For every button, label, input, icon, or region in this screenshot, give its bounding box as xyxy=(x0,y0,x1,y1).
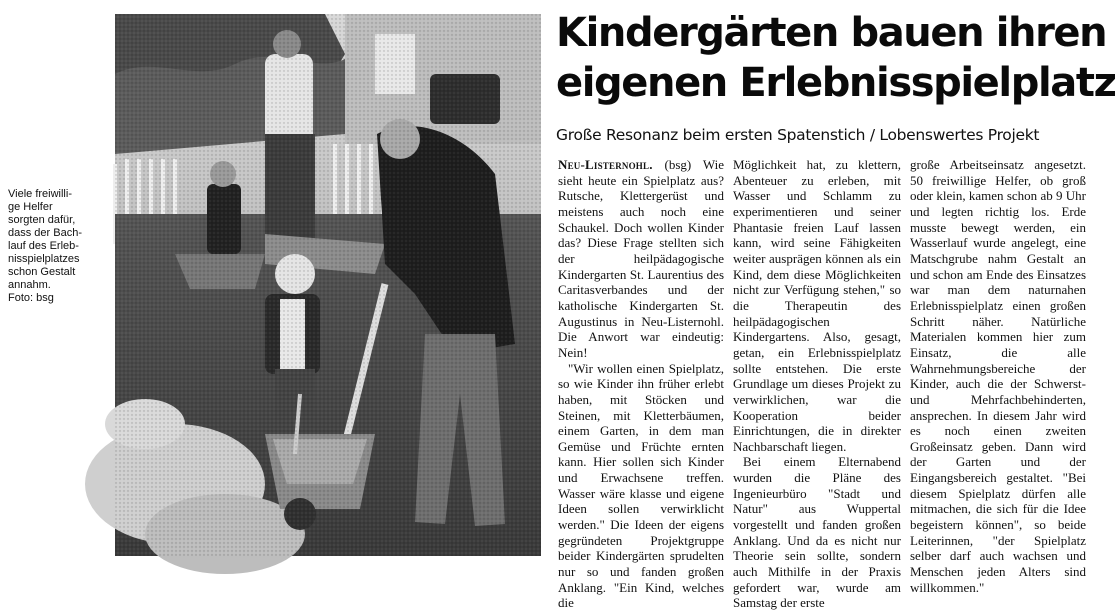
article-headline xyxy=(556,8,1115,108)
article-photo xyxy=(115,14,541,556)
article-subheadline: Große Resonanz beim ersten Spatenstich / Lobenswertes Projekt xyxy=(556,126,1040,144)
paragraph: Bei einem Elternabend wurden die Pläne des Ingenieurbüro "Stadt und Natur" aus Wuppertal vorgestellt und fanden großen Anklang. Und da es nicht nur Theorie sein sollte, sondern auch Mithilfe in der Praxis gefordert war, wurde am Samstag der erste xyxy=(733,454,901,611)
paragraph: große Arbeitseinsatz angesetzt. 50 freiwillige Helfer, ob groß oder klein, kamen schon ab 9 Uhr und legten richtig los. Erde musste bewegt werden, ein Wasserlauf wurde angelegt, eine Matschgrube nahm Gestalt an und schon am Ende des Einsatzes war man dem naturnahen Erlebnisspielplatz einen großen Schritt näher. Natürliche Materialen kommen hier zum Einsatz, die alle Wahrnehmungsbereiche der Kinder, auch die der Schwerst- und Mehrfachbehinderten, ansprechen. In diesem Jahr wird es noch einen zweiten Großeinsatz geben. Dann wird der Garten und der Eingangsbereich gestaltet. "Bei diesem Spielplatz dürfen alle mitmachen, die sich für die Idee begeistern können", so beide Leiterinnen, "der Spielplatz selber darf auch wachsen und Menschen jeden Alters sind willkommen." xyxy=(910,157,1086,595)
photo-caption xyxy=(8,188,110,305)
article-column-3 xyxy=(910,157,1086,595)
caption-line: Viele freiwilli- xyxy=(8,188,72,200)
dateline: Neu-Listernohl. xyxy=(558,157,653,172)
article-column-1 xyxy=(558,157,724,611)
caption-line: ge Helfer xyxy=(8,201,53,213)
caption-line: lauf des Erleb- xyxy=(8,240,79,252)
caption-line: annahm. xyxy=(8,279,51,291)
caption-line: sorgten dafür, xyxy=(8,214,76,226)
caption-line: schon Gestalt xyxy=(8,266,76,278)
caption-line: dass der Bach- xyxy=(8,227,82,239)
caption-line: nisspielplatzes xyxy=(8,253,80,265)
paragraph xyxy=(558,157,724,361)
paragraph: "Wir wollen einen Spielplatz, so wie Kinder ihn früher erlebt haben, mit Stöcken und Steinen, mit Kletterbäumen, einem Garten, in dem man Gemüse und Früchte ernten kann. Hier sollen sich Kinder und Erwachsene treffen. Wasser wäre klasse und eigene Ideen sollen verwirklicht werden." Die Ideen der eigens gegründeten Projektgruppe beider Kindergärten sprudelten nur so und fanden großen Anklang. "Ein Kind, welches die xyxy=(558,360,724,611)
headline-line: eigenen Erlebnisspielplatz xyxy=(556,60,1115,106)
paragraph-text: (bsg) Wie sieht heute ein Spielplatz aus? Rutsche, Klettergerüst und meistens auch noch eine Schaukel. Doch wollen Kinder das? Diese Frage stellten sich der heilpädagogische Kindergarten St. Laurentius des Caritasverbandes und der katholische Kindergarten St. Augustinus in Neu-Listernohl. Die Anwort war eindeutig: Nein! xyxy=(558,157,724,360)
paragraph: Möglichkeit hat, zu klettern, Abenteuer zu erleben, mit Wasser und Schlamm zu experimentieren und seiner Phantasie freien Lauf lassen kann, wird seine Fähigkeiten weiter ausprägen können als ein Kind, dem diese Möglichkeiten nicht zur Verfügung stehen," so die Therapeutin des heilpädagogischen Kindergartens. Also, gesagt, getan, ein Erlebnisspielplatz sollte entstehen. Die erste Grundlage um dieses Projekt zu verwirklichen, war die Kooperation beider Einrichtungen, die in direkter Nachbarschaft liegen. xyxy=(733,157,901,454)
photo-illustration xyxy=(115,14,541,556)
headline-line: Kindergärten bauen ihren xyxy=(556,10,1107,56)
article-column-2 xyxy=(733,157,901,611)
caption-credit: Foto: bsg xyxy=(8,292,54,304)
